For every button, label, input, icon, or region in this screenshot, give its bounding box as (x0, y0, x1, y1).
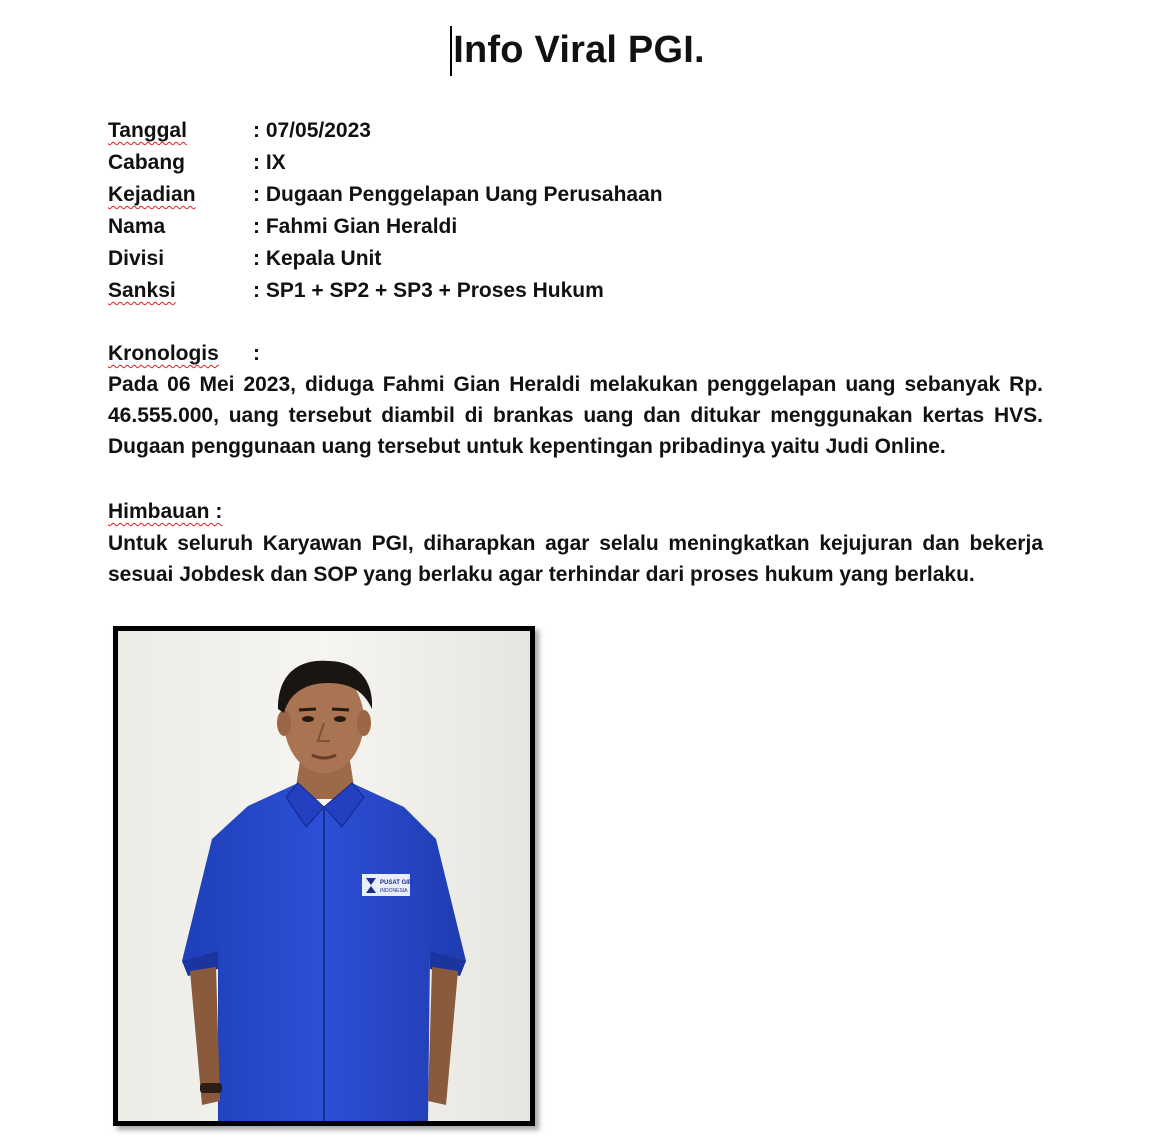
info-label: Cabang (108, 151, 186, 174)
himbauan-heading: Himbauan : (108, 500, 223, 523)
info-label: Kejadian (108, 183, 196, 206)
info-row-tanggal (108, 116, 663, 148)
kronologis-heading (108, 339, 260, 369)
info-value: : Fahmi Gian Heraldi (253, 215, 458, 238)
info-value: : 07/05/2023 (253, 119, 371, 142)
left-eye (302, 716, 314, 722)
right-eyebrow (332, 709, 349, 710)
info-row-divisi (108, 244, 663, 276)
info-row-nama (108, 212, 663, 244)
document-title (0, 26, 1158, 74)
info-label: Sanksi (108, 279, 176, 302)
document-title-text: Info Viral PGI. (453, 29, 705, 71)
info-row-kejadian (108, 180, 663, 212)
info-label: Divisi (108, 247, 165, 270)
info-value: : Dugaan Penggelapan Uang Perusahaan (253, 183, 663, 206)
info-label: Tanggal (108, 119, 187, 142)
kronologis-paragraph: Pada 06 Mei 2023, diduga Fahmi Gian Heraldi melakukan penggelapan uang sebanyak Rp. 46.555.000, uang tersebut diambil di brankas uang dan ditukar menggunakan kertas HVS. Dugaan penggunaan uang tersebut untuk kepentingan pribadinya yaitu Judi Online. (108, 373, 1043, 458)
kronologis-label: Kronologis (108, 342, 219, 365)
info-row-sanksi (108, 276, 663, 308)
info-value: : IX (253, 151, 286, 174)
person-photo-illustration (118, 631, 530, 1121)
info-label: Nama (108, 215, 166, 238)
text-cursor (450, 26, 452, 76)
bracelet (200, 1083, 222, 1093)
info-table (108, 116, 663, 308)
himbauan-paragraph: Untuk seluruh Karyawan PGI, diharapkan agar selalu meningkatkan kejujuran dan bekerja sesuai Jobdesk dan SOP yang berlaku agar terhindar dari proses hukum yang berlaku. (108, 532, 1043, 586)
info-value: : SP1 + SP2 + SP3 + Proses Hukum (253, 279, 604, 302)
right-ear (357, 710, 371, 736)
left-ear (277, 710, 291, 736)
kronologis-colon: : (253, 342, 260, 365)
info-row-cabang (108, 148, 663, 180)
left-eyebrow (299, 709, 316, 710)
badge-text-line1: PUSAT GIP (380, 880, 412, 886)
badge-text-line2: INDONESIA (380, 888, 408, 894)
person-photo (113, 626, 535, 1126)
right-eye (334, 716, 346, 722)
info-value: : Kepala Unit (253, 247, 382, 270)
